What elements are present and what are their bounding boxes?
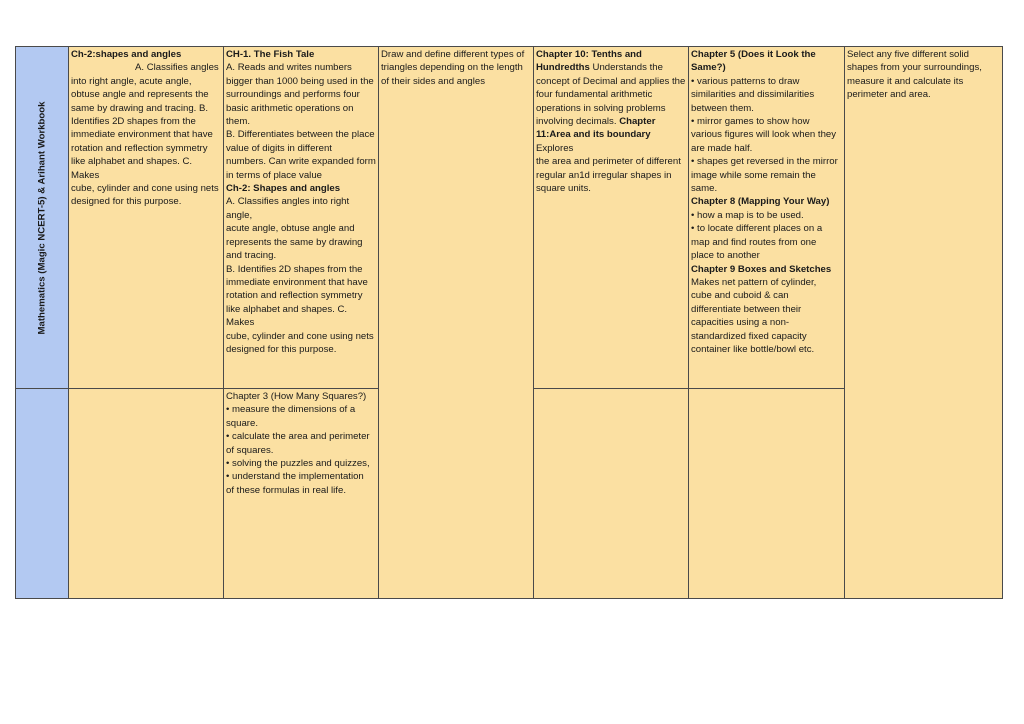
cell-lines xyxy=(226,403,376,497)
cell-text-line: shapes from your surroundings, xyxy=(847,62,982,74)
cell-text-line: rotation and reflection symmetry xyxy=(71,142,208,154)
subject-cell xyxy=(16,47,69,389)
cell-text-line: the area and perimeter of different xyxy=(536,156,681,168)
cell-text-line: four fundamental arithmetic xyxy=(536,89,653,101)
table-row xyxy=(16,47,1003,389)
cell-text-line: place to another xyxy=(691,250,760,262)
cell-text-line: A. Reads and writes numbers xyxy=(226,62,352,74)
cell-lines xyxy=(691,75,842,196)
cell-heading: Ch-2:shapes and angles xyxy=(71,49,182,60)
cell-text-line: rotation and reflection symmetry xyxy=(226,290,363,302)
cell-text-line: • solving the puzzles and quizzes, xyxy=(226,458,370,470)
cell-text-line: bigger than 1000 being used in the xyxy=(226,75,374,87)
cell-lines xyxy=(847,48,1000,102)
cell-heading-line xyxy=(536,128,686,155)
cell-r1-c5 xyxy=(689,47,845,389)
cell-text-line: • shapes get reversed in the mirror xyxy=(691,156,838,168)
cell-heading: Chapter 10: Tenths and xyxy=(536,49,642,60)
bold-text: 11:Area and its boundary xyxy=(536,129,651,141)
cell-text-line: and tracing. xyxy=(226,250,277,262)
cell-text-line: immediate environment that have xyxy=(71,129,213,141)
curriculum-table xyxy=(15,46,1003,599)
cell-text-line: B. Differentiates between the place xyxy=(226,129,375,141)
cell-text-line: Select any five different solid xyxy=(847,49,969,60)
cell-r1-c6 xyxy=(845,47,1003,599)
cell-text-line: Identifies 2D shapes from the xyxy=(71,116,196,128)
cell-lines xyxy=(691,209,842,263)
cell-text-line: container like bottle/bowl etc. xyxy=(691,343,815,355)
text: Understands the xyxy=(589,62,663,74)
cell-text-line: cube, cylinder and cone using nets xyxy=(71,183,219,195)
cell-r1-c3 xyxy=(379,47,534,599)
cell-text-line: cube and cuboid & can xyxy=(691,290,789,302)
cell-mixed-line xyxy=(536,115,686,128)
cell-text-line: Draw and define different types of xyxy=(381,49,525,60)
cell-text-line: • to locate different places on a xyxy=(691,223,823,235)
cell-text-line: Makes net pattern of cylinder, xyxy=(691,276,817,288)
subject-cell-blank xyxy=(16,389,69,599)
cell-heading: Chapter 3 (How Many Squares?) xyxy=(226,391,367,402)
cell-r2-c4 xyxy=(534,389,689,599)
cell-text-line: perimeter and area. xyxy=(847,89,931,101)
cell-lines xyxy=(691,276,842,356)
cell-text-line: A. Classifies angles xyxy=(135,62,219,74)
cell-lines xyxy=(226,195,376,356)
cell-subheading: Chapter 9 Boxes and Sketches xyxy=(691,263,832,275)
cell-text-line: square. xyxy=(226,417,258,429)
cell-subheading: Ch-2: Shapes and angles xyxy=(226,183,341,195)
cell-text-line: of squares. xyxy=(226,444,274,456)
cell-text-line: concept of Decimal and applies the xyxy=(536,75,686,87)
cell-lines xyxy=(536,155,686,195)
text: Explores xyxy=(536,142,574,154)
cell-text-line: obtuse angle and represents the xyxy=(71,89,209,101)
subject-label: Mathematics (Magic NCERT-5) & Arihant Workbook xyxy=(36,101,48,335)
cell-text-line: • various patterns to draw xyxy=(691,75,800,87)
cell-text-line: are made half. xyxy=(691,142,753,154)
cell-text-line: numbers. Can write expanded form xyxy=(226,156,376,168)
cell-text-line: designed for this purpose. xyxy=(226,343,337,355)
cell-text-line: in terms of place value xyxy=(226,169,322,181)
cell-r1-c4 xyxy=(534,47,689,389)
cell-text-line: value of digits in different xyxy=(226,142,332,154)
bold-text: Hundredths xyxy=(536,62,590,74)
cell-text-line: triangles depending on the length xyxy=(381,62,523,74)
cell-text-line: same by drawing and tracing. B. xyxy=(71,102,209,114)
cell-text-line: square units. xyxy=(536,183,591,195)
cell-r2-c1 xyxy=(69,389,224,599)
cell-lines xyxy=(381,48,531,88)
cell-r2-c5 xyxy=(689,389,845,599)
cell-heading: CH-1. The Fish Tale xyxy=(226,49,315,60)
cell-r1-c2 xyxy=(224,47,379,389)
cell-text-line: capacities using a non- xyxy=(691,317,790,329)
cell-lines xyxy=(536,75,686,115)
cell-lines xyxy=(71,61,221,208)
cell-heading-line xyxy=(536,61,686,74)
cell-text-line: • measure the dimensions of a xyxy=(226,404,356,416)
cell-text-line: measure it and calculate its xyxy=(847,75,964,87)
cell-text-line: cube, cylinder and cone using nets xyxy=(226,330,374,342)
cell-text-line: B. Identifies 2D shapes from the xyxy=(226,263,363,275)
cell-text-line: • understand the implementation xyxy=(226,471,364,483)
cell-r2-c2 xyxy=(224,389,379,599)
cell-text-line: designed for this purpose. xyxy=(71,196,182,208)
cell-text-line: between them. xyxy=(691,102,754,114)
cell-text-line: into right angle, acute angle, xyxy=(71,75,192,87)
cell-subheading: Chapter 8 (Mapping Your Way) xyxy=(691,196,830,208)
cell-text-line: surroundings and performs four xyxy=(226,89,360,101)
cell-text-line: • mirror games to show how xyxy=(691,116,810,128)
cell-text-line: operations in solving problems xyxy=(536,102,666,114)
cell-text-line: same. xyxy=(691,183,718,195)
cell-text-line: map and find routes from one xyxy=(691,236,817,248)
cell-text-line: acute angle, obtuse angle and xyxy=(226,223,355,235)
cell-text-line: various figures will look when they xyxy=(691,129,837,141)
cell-text-line: • how a map is to be used. xyxy=(691,209,804,221)
text: involving decimals. xyxy=(536,116,620,128)
cell-text-line: like alphabet and shapes. C. Makes xyxy=(71,156,193,181)
cell-text-line: • calculate the area and perimeter xyxy=(226,431,370,443)
cell-text-line: similarities and dissimilarities xyxy=(691,89,815,101)
cell-text-line: standardized fixed capacity xyxy=(691,330,807,342)
cell-text-line: immediate environment that have xyxy=(226,276,368,288)
cell-text-line: represents the same by drawing xyxy=(226,236,363,248)
cell-heading: Chapter 5 (Does it Look the Same?) xyxy=(691,49,816,74)
bold-text: Chapter xyxy=(619,116,656,128)
cell-text-line: of these formulas in real life. xyxy=(226,484,346,496)
cell-text-line: A. Classifies angles into right angle, xyxy=(226,196,350,221)
cell-text-line: of their sides and angles xyxy=(381,75,485,87)
cell-text-line: image while some remain the xyxy=(691,169,816,181)
cell-r1-c1 xyxy=(69,47,224,389)
cell-text-line: regular an1d irregular shapes in xyxy=(536,169,672,181)
cell-text-line: like alphabet and shapes. C. Makes xyxy=(226,303,348,329)
cell-lines xyxy=(226,61,376,182)
cell-text-line: them. xyxy=(226,116,250,128)
cell-text-line: differentiate between their xyxy=(691,303,802,315)
cell-text-line: basic arithmetic operations on xyxy=(226,102,354,114)
